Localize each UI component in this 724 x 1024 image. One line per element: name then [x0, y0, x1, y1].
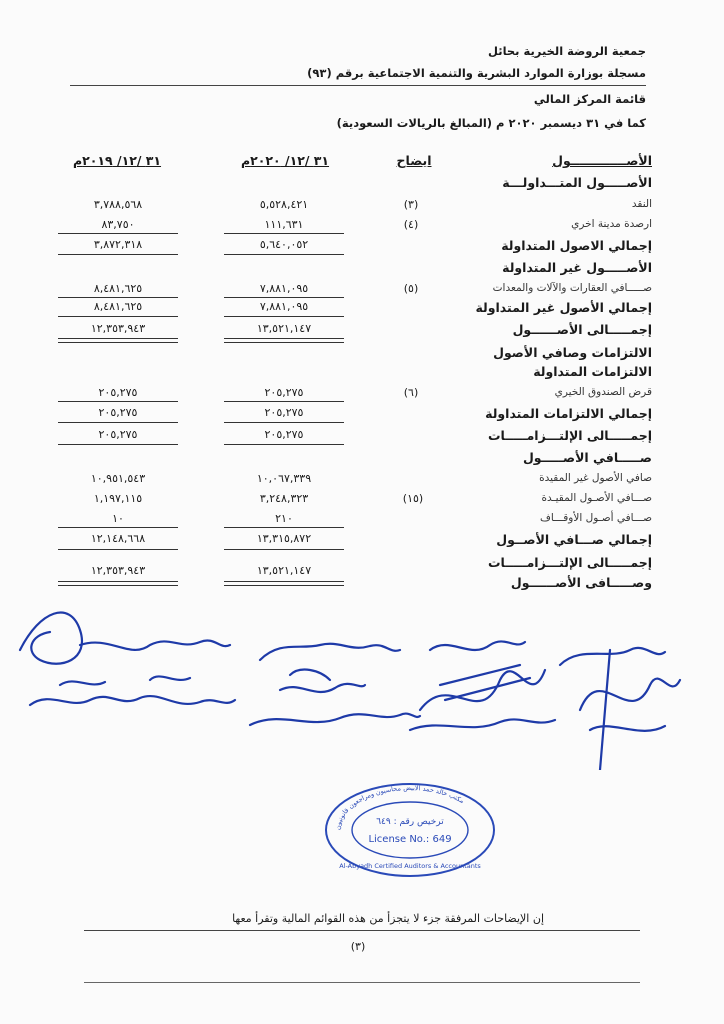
row-label: إجمالي الاصول المتداولة — [501, 238, 652, 253]
row-prior: ١٢,٣٥٣,٩٤٣ — [90, 564, 146, 577]
row-label: إجمالي الالتزامات المتداولة — [485, 406, 652, 421]
subtotal-line — [58, 297, 178, 298]
stamp-ring-text: مكتب خالد حمد الابيض محاسبون ومراجعون قانونيون — [333, 783, 466, 831]
row-note: (٣) — [403, 198, 419, 211]
page-number: (٣) — [350, 940, 366, 953]
stamp-english-license: License No.: 649 — [368, 834, 452, 845]
signatures — [0, 590, 724, 770]
row-current: ٧,٨٨١,٠٩٥ — [259, 282, 309, 295]
row-label: صـــــافي العقارات والآلات والمعدات — [492, 282, 652, 294]
row-prior: ١٢,٣٥٣,٩٤٣ — [90, 322, 146, 335]
signature-treasurer — [250, 644, 420, 725]
total-line — [224, 316, 344, 317]
row-prior: ٣,٨٧٢,٣١٨ — [93, 238, 143, 251]
row-prior: ١,١٩٧,١١٥ — [93, 492, 143, 505]
organization-name: جمعية الروضة الخيرية بحائل — [487, 44, 646, 58]
registration-line: مسجلة بوزارة الموارد البشرية والتنمية الاجتماعية برقم (٩٣) — [307, 66, 646, 80]
row-current: ١٣,٣١٥,٨٧٢ — [256, 532, 312, 545]
row-current: ٧,٨٨١,٠٩٥ — [259, 300, 309, 313]
subtotal-line — [58, 527, 178, 528]
row-prior: ٢٠٥,٢٧٥ — [98, 406, 138, 419]
row-note: (١٥) — [402, 492, 424, 505]
row-label: النقد — [631, 198, 652, 210]
row-label: صـــافي الأصـول المقيـدة — [541, 492, 652, 504]
row-note: (٤) — [403, 218, 419, 231]
row-current: ٢٠٥,٢٧٥ — [264, 386, 304, 399]
grand-total-line — [224, 338, 344, 343]
row-label: ارصدة مدينة اخري — [571, 218, 652, 230]
signature-accountant — [410, 641, 555, 730]
statement-title: قائمة المركز المالي — [533, 92, 646, 106]
column-note: ايضاح — [396, 153, 432, 168]
row-prior: ١٠ — [112, 512, 124, 525]
total-line — [224, 444, 344, 445]
row-current: ٣,٢٤٨,٣٢٣ — [259, 492, 309, 505]
subtotal-line — [58, 401, 178, 402]
row-label: صافي الأصول غير المقيدة — [539, 472, 652, 484]
row-label: قرض الصندوق الخيري — [554, 386, 652, 398]
signature-director — [560, 648, 680, 770]
grand-total-line — [58, 338, 178, 343]
subtotal-line — [58, 233, 178, 234]
total-line — [58, 316, 178, 317]
row-label: الالتزامات المتداولة — [533, 364, 652, 379]
row-current: ٥,٥٢٨,٤٢١ — [259, 198, 309, 211]
header-divider — [70, 85, 646, 86]
subtotal-line — [224, 297, 344, 298]
row-current: ٢٠٥,٢٧٥ — [264, 428, 304, 441]
auditor-stamp — [320, 780, 500, 880]
row-prior: ٨٣,٧٥٠ — [101, 218, 135, 231]
row-note: (٦) — [403, 386, 419, 399]
grand-total-line — [58, 581, 178, 586]
row-label: إجمـــــالى الأصــــــول — [512, 322, 652, 337]
column-current-year: ٣١ /١٢/ ٢٠٢٠م — [240, 153, 330, 168]
row-prior: ٣,٧٨٨,٥٦٨ — [93, 198, 143, 211]
row-label: الالتزامات وصافي الأصول — [493, 345, 652, 360]
total-line — [224, 254, 344, 255]
row-prior: ٢٠٥,٢٧٥ — [98, 386, 138, 399]
footer-note: إن الإيضاحات المرفقة جزء لا يتجزأ من هذه القوائم المالية وتقرأ معها — [232, 912, 544, 925]
row-prior: ١٠,٩٥١,٥٤٣ — [90, 472, 146, 485]
row-label: إجمالي صـــافي الأصــول — [496, 532, 652, 547]
as-of-date: كما في ٣١ ديسمبر ٢٠٢٠ م (المبالغ بالريالات السعودية) — [336, 116, 646, 130]
row-current: ١١١,٦٣١ — [264, 218, 304, 231]
row-current: ١٠,٠٦٧,٣٣٩ — [256, 472, 312, 485]
bottom-divider — [84, 982, 640, 983]
row-label: إجمـــــالى الإلتـــزامـــــات — [487, 555, 652, 570]
column-prior-year: ٣١ /١٢/ ٢٠١٩م — [72, 153, 162, 168]
row-current: ٥,٦٤٠,٠٥٢ — [259, 238, 309, 251]
column-label-assets: الأصـــــــــــــول — [552, 153, 652, 168]
footer-divider — [84, 930, 640, 931]
row-label: صـــافي أصـول الأوقـــاف — [539, 512, 652, 524]
row-prior: ١٢,١٤٨,٦٦٨ — [90, 532, 146, 545]
total-line — [58, 254, 178, 255]
row-label: إجمـــــالى الإلتـــزامـــــات — [487, 428, 652, 443]
total-line — [58, 549, 178, 550]
row-prior: ٨,٤٨١,٦٢٥ — [93, 282, 143, 295]
subtotal-line — [224, 527, 344, 528]
row-current: ٢٠٥,٢٧٥ — [264, 406, 304, 419]
total-line — [58, 444, 178, 445]
signature-chairman — [20, 613, 235, 705]
stamp-english-ring: Al-Abyadh Certified Auditors & Accountants — [339, 862, 481, 870]
total-line — [224, 422, 344, 423]
row-prior: ٢٠٥,٢٧٥ — [98, 428, 138, 441]
row-current: ١٣,٥٢١,١٤٧ — [256, 322, 312, 335]
row-label: الأصـــــول غير المتداولة — [502, 260, 652, 275]
row-label: إجمالي الأصول غير المتداولة — [475, 300, 652, 315]
subtotal-line — [224, 233, 344, 234]
row-prior: ٨,٤٨١,٦٢٥ — [93, 300, 143, 313]
grand-total-line — [224, 581, 344, 586]
stamp-arabic-license: ترخيص رقم : ٦٤٩ — [376, 817, 444, 827]
row-current: ٢١٠ — [275, 512, 293, 525]
row-label: صـــــافي الأصـــــول — [522, 450, 652, 465]
total-line — [58, 422, 178, 423]
total-line — [224, 549, 344, 550]
row-current: ١٣,٥٢١,١٤٧ — [256, 564, 312, 577]
row-note: (٥) — [403, 282, 419, 295]
subtotal-line — [224, 401, 344, 402]
row-label: الأصـــــول المتـــداولـــة — [502, 175, 652, 190]
row-label: وصـــــافى الأصــــــول — [510, 575, 652, 590]
